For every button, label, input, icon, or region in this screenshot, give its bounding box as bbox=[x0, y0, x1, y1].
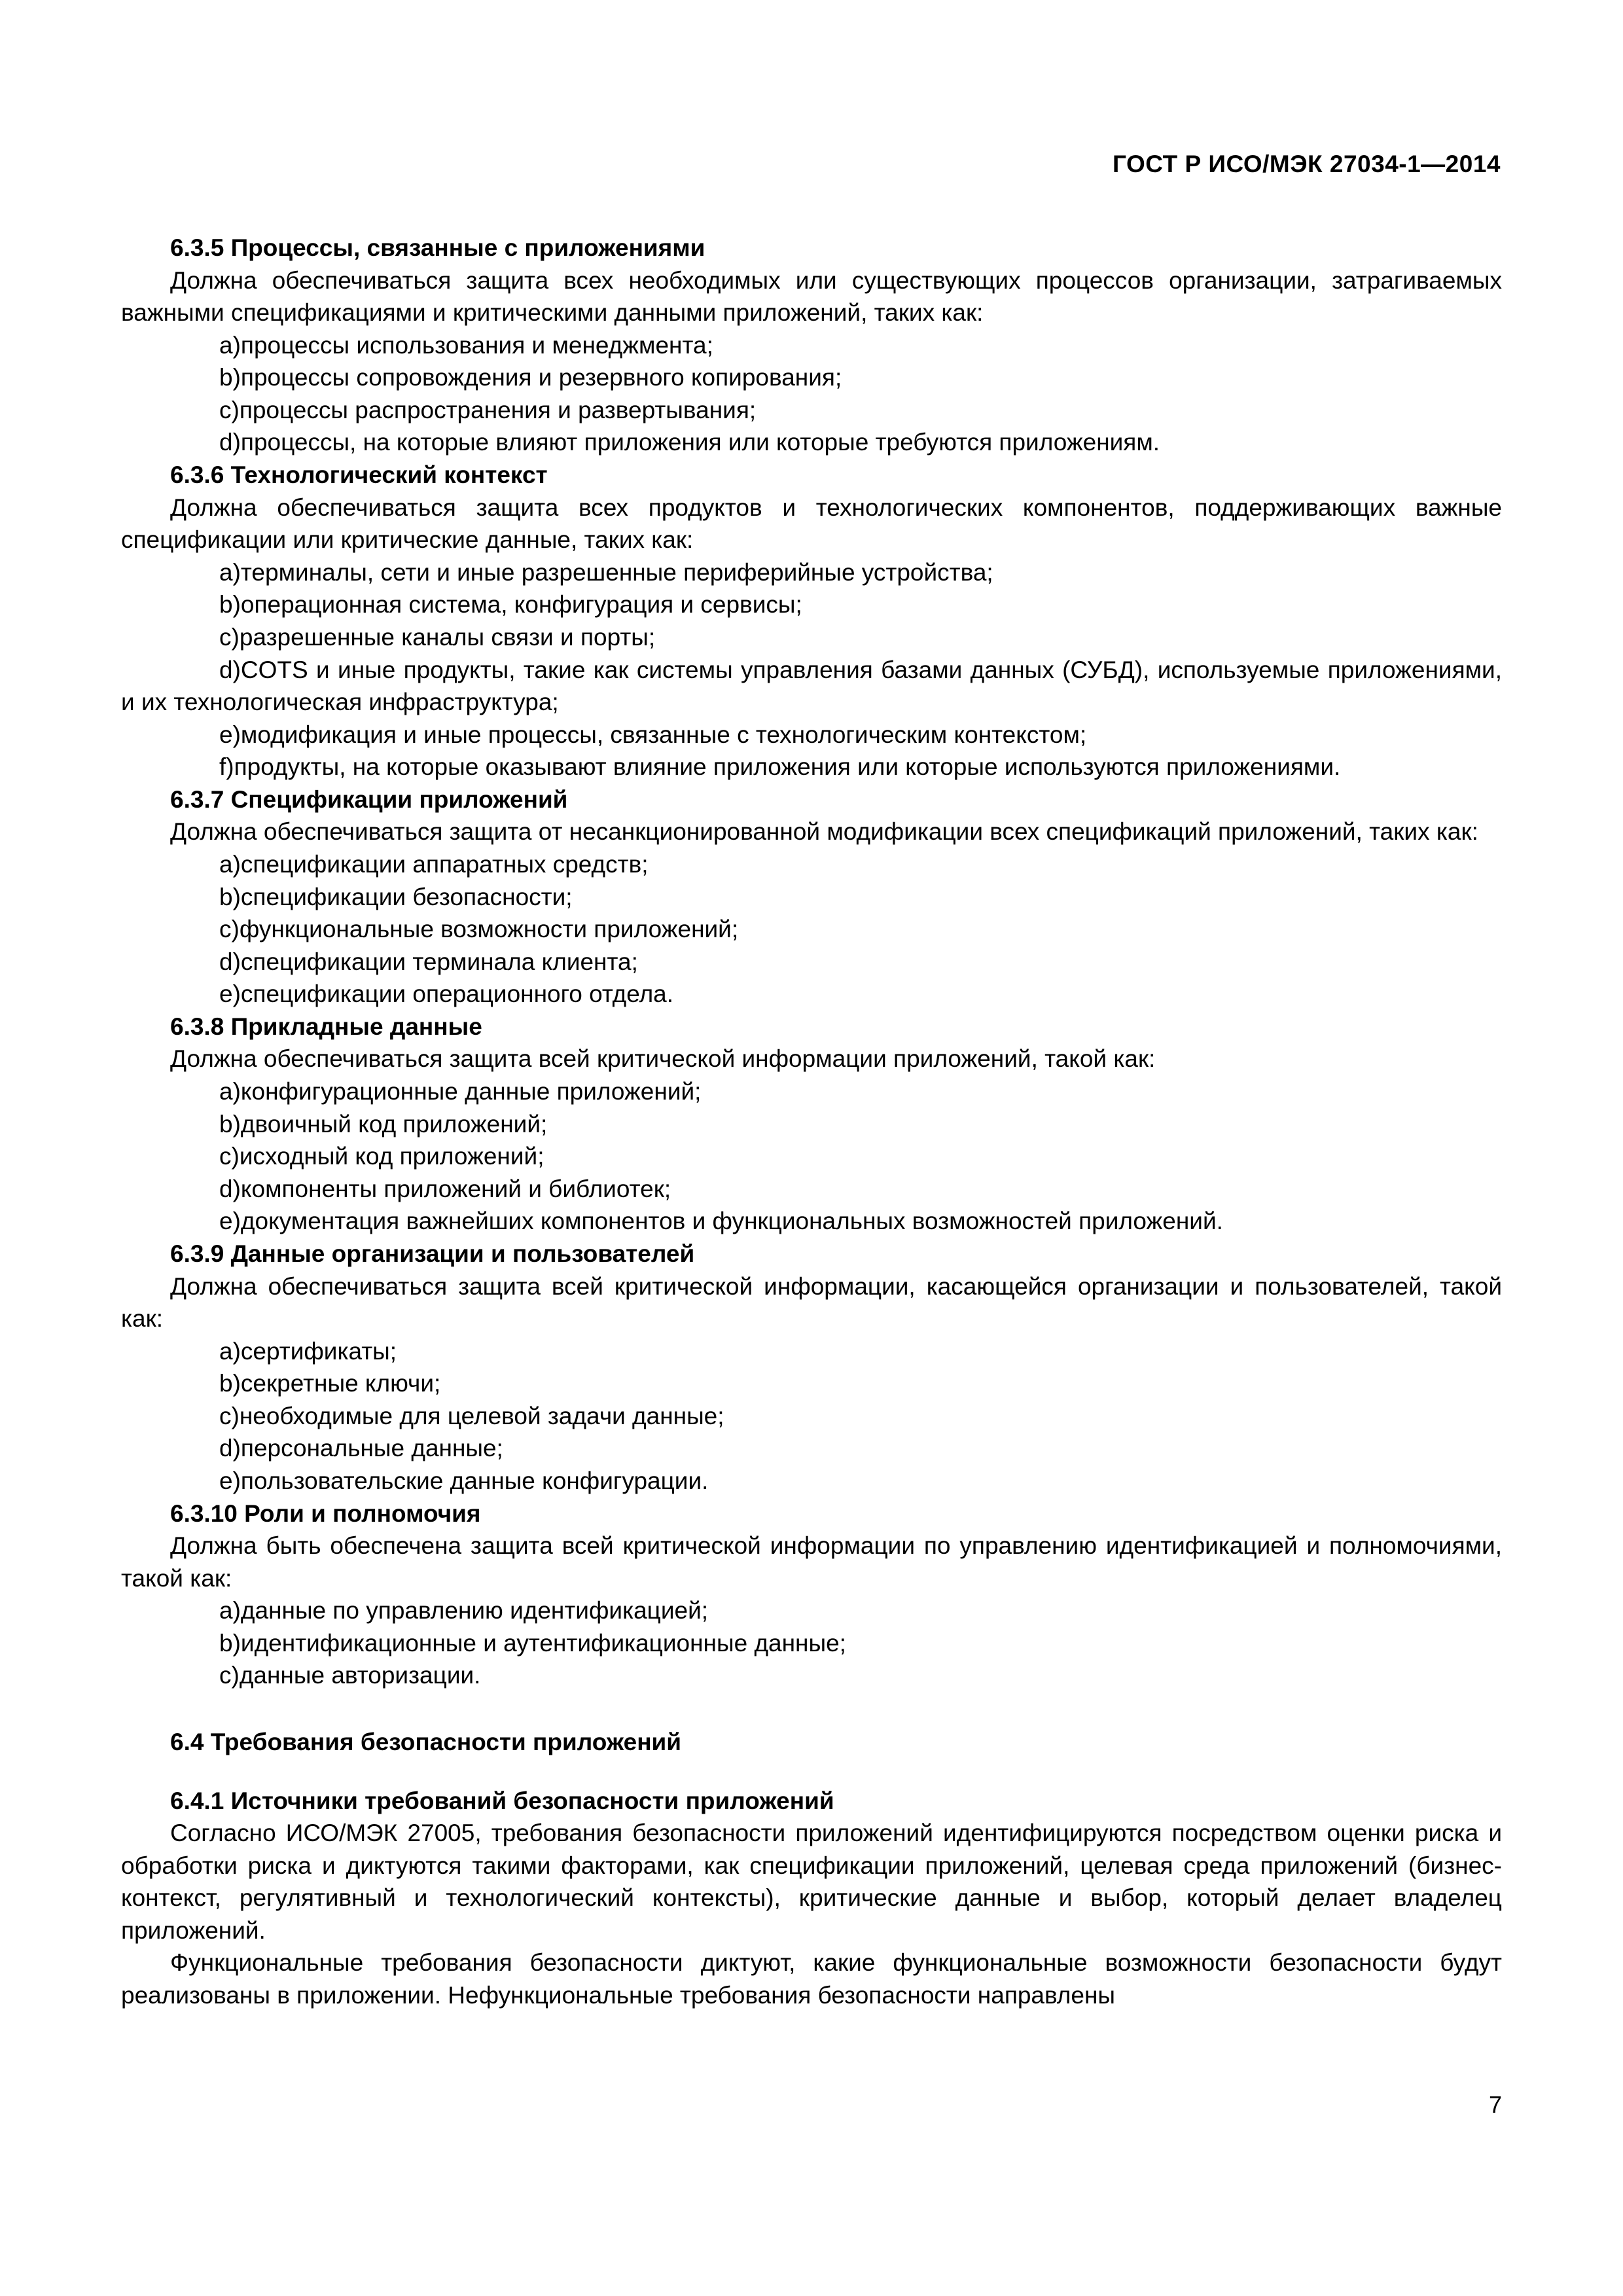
list-item bbox=[121, 394, 1502, 427]
list-item-label: b) bbox=[219, 1370, 241, 1397]
list-item bbox=[121, 1659, 1502, 1692]
list-item-label: e) bbox=[219, 1208, 241, 1235]
list-item-label: f) bbox=[219, 753, 234, 781]
list-item-text: COTS и иные продукты, такие как системы управления базами данных (СУБД), используемые приложениями, и их технологическая инфраструктура; bbox=[121, 656, 1502, 716]
list-item-label: d) bbox=[219, 429, 241, 456]
list-item-text: функциональные возможности приложений; bbox=[239, 916, 739, 943]
list-item-label: d) bbox=[219, 1435, 241, 1462]
list-item bbox=[121, 1140, 1502, 1173]
list-item-text: конфигурационные данные приложений; bbox=[240, 1078, 702, 1105]
list-item-label: b) bbox=[219, 1110, 241, 1138]
section-heading-636: 6.3.6 Технологический контекст bbox=[170, 461, 548, 489]
list-item bbox=[121, 1400, 1502, 1433]
list-item-text: сертификаты; bbox=[240, 1337, 397, 1365]
list-item-text: необходимые для целевой задачи данные; bbox=[239, 1402, 724, 1429]
section-heading-6310: 6.3.10 Роли и полномочия bbox=[170, 1499, 481, 1527]
list-item-label: c) bbox=[219, 396, 240, 423]
list-item-text: данные авторизации. bbox=[239, 1662, 481, 1689]
list-item-label: a) bbox=[219, 850, 241, 878]
list-item-label: b) bbox=[219, 591, 241, 619]
list-item bbox=[121, 1335, 1502, 1368]
section-intro-637: Должна обеспечиваться защита от несанкционированной модификации всех спецификаций приложений, таких как: bbox=[170, 818, 1478, 846]
section-intro-6310: Должна быть обеспечена защита всей критической информации по управлению идентификацией и полномочиями, такой как: bbox=[121, 1532, 1502, 1592]
section-heading-64: 6.4 Требования безопасности приложений bbox=[170, 1729, 682, 1756]
list-item bbox=[121, 1367, 1502, 1400]
list-item-label: a) bbox=[219, 1597, 241, 1624]
list-item-text: процессы распространения и развертывания; bbox=[239, 396, 757, 423]
list-item-text: процессы сопровождения и резервного копирования; bbox=[240, 364, 842, 391]
list-item bbox=[121, 1173, 1502, 1206]
list-item-label: c) bbox=[219, 623, 240, 651]
list-item-label: b) bbox=[219, 1629, 241, 1657]
list-item-label: c) bbox=[219, 1402, 240, 1429]
list-item bbox=[121, 588, 1502, 621]
list-item-text: спецификации операционного отдела. bbox=[240, 980, 674, 1008]
list-item-text: процессы использования и менеджмента; bbox=[240, 331, 713, 359]
document-header: ГОСТ Р ИСО/МЭК 27034-1—2014 bbox=[1113, 151, 1501, 177]
list-item bbox=[121, 1465, 1502, 1498]
list-item bbox=[121, 881, 1502, 914]
list-item bbox=[121, 751, 1502, 783]
list-item-label: a) bbox=[219, 1337, 241, 1365]
list-item bbox=[121, 1205, 1502, 1238]
section-heading-635: 6.3.5 Процессы, связанные с приложениями bbox=[170, 234, 705, 261]
list-item-label: d) bbox=[219, 656, 241, 683]
list-item bbox=[121, 1108, 1502, 1141]
section-para-641-2: Функциональные требования безопасности диктуют, какие функциональные возможности безопасности будут реализованы в приложении. Нефункциональные требования безопасности направлены bbox=[121, 1949, 1502, 2009]
list-item-text: спецификации терминала клиента; bbox=[240, 948, 638, 975]
list-item-text: идентификационные и аутентификационные данные; bbox=[240, 1629, 846, 1657]
list-item-label: e) bbox=[219, 980, 241, 1008]
section-intro-639: Должна обеспечиваться защита всей критической информации, касающейся организации и пользователей, такой как: bbox=[121, 1272, 1502, 1333]
list-item-text: компоненты приложений и библиотек; bbox=[240, 1175, 671, 1202]
section-heading-639: 6.3.9 Данные организации и пользователей bbox=[170, 1240, 695, 1267]
section-para-641-1: Согласно ИСО/МЭК 27005, требования безопасности приложений идентифицируются посредством оценки риска и обработки риска и диктуются такими факторами, как спецификации приложений, целевая среда приложений (бизнес-контекст, регулятивный и технологический контексты), критические данные и выбор, который делает владелец приложений. bbox=[121, 1820, 1502, 1944]
list-item bbox=[121, 329, 1502, 362]
list-item-text: исходный код приложений; bbox=[239, 1143, 544, 1170]
list-item-text: терминалы, сети и иные разрешенные периферийные устройства; bbox=[240, 558, 993, 586]
list-item-label: c) bbox=[219, 1143, 240, 1170]
list-item bbox=[121, 556, 1502, 589]
page-content bbox=[121, 0, 1502, 2012]
list-item-text: двоичный код приложений; bbox=[240, 1110, 548, 1138]
list-item-label: a) bbox=[219, 558, 241, 586]
list-item bbox=[121, 1627, 1502, 1660]
section-heading-638: 6.3.8 Прикладные данные bbox=[170, 1013, 482, 1040]
list-item-text: модификация и иные процессы, связанные с технологическим контекстом; bbox=[240, 721, 1087, 748]
list-item-text: персональные данные; bbox=[240, 1435, 503, 1462]
list-item bbox=[121, 361, 1502, 394]
list-item bbox=[121, 848, 1502, 881]
list-item bbox=[121, 1594, 1502, 1627]
list-item-text: пользовательские данные конфигурации. bbox=[240, 1467, 709, 1494]
list-item bbox=[121, 913, 1502, 946]
list-item bbox=[121, 426, 1502, 459]
list-item-label: c) bbox=[219, 1662, 240, 1689]
list-item-label: d) bbox=[219, 1175, 241, 1202]
list-item-label: b) bbox=[219, 364, 241, 391]
list-item-label: c) bbox=[219, 916, 240, 943]
section-heading-637: 6.3.7 Спецификации приложений bbox=[170, 785, 568, 813]
list-item-text: данные по управлению идентификацией; bbox=[240, 1597, 709, 1624]
list-item bbox=[121, 1432, 1502, 1465]
document-body bbox=[121, 232, 1502, 2012]
list-item-text: разрешенные каналы связи и порты; bbox=[239, 623, 656, 651]
list-item-text: процессы, на которые влияют приложения или которые требуются приложениям. bbox=[240, 429, 1160, 456]
list-item bbox=[121, 719, 1502, 751]
list-item bbox=[121, 621, 1502, 654]
list-item bbox=[121, 978, 1502, 1011]
list-item bbox=[121, 1075, 1502, 1108]
list-item-text: спецификации безопасности; bbox=[240, 883, 573, 910]
list-item-text: операционная система, конфигурация и сервисы; bbox=[240, 591, 802, 619]
list-item-label: a) bbox=[219, 331, 241, 359]
list-item-text: секретные ключи; bbox=[240, 1370, 441, 1397]
list-item-label: e) bbox=[219, 1467, 241, 1494]
list-item bbox=[121, 946, 1502, 978]
list-item-label: a) bbox=[219, 1078, 241, 1105]
page-number: 7 bbox=[1488, 2091, 1502, 2118]
list-item-label: e) bbox=[219, 721, 241, 748]
list-item-label: b) bbox=[219, 883, 241, 910]
section-intro-636: Должна обеспечиваться защита всех продуктов и технологических компонентов, поддерживающих важные спецификации или критические данные, таких как: bbox=[121, 493, 1502, 554]
list-item-text: продукты, на которые оказывают влияние приложения или которые используются приложениями. bbox=[234, 753, 1341, 781]
list-item bbox=[121, 654, 1502, 719]
list-item-text: документация важнейших компонентов и функциональных возможностей приложений. bbox=[240, 1208, 1223, 1235]
list-item-text: спецификации аппаратных средств; bbox=[240, 850, 649, 878]
section-intro-638: Должна обеспечиваться защита всей критической информации приложений, такой как: bbox=[170, 1045, 1156, 1073]
list-item-label: d) bbox=[219, 948, 241, 975]
section-intro-635: Должна обеспечиваться защита всех необходимых или существующих процессов организации, затрагиваемых важными спецификациями и критическими данными приложений, таких как: bbox=[121, 266, 1502, 327]
section-heading-641: 6.4.1 Источники требований безопасности приложений bbox=[170, 1787, 834, 1814]
